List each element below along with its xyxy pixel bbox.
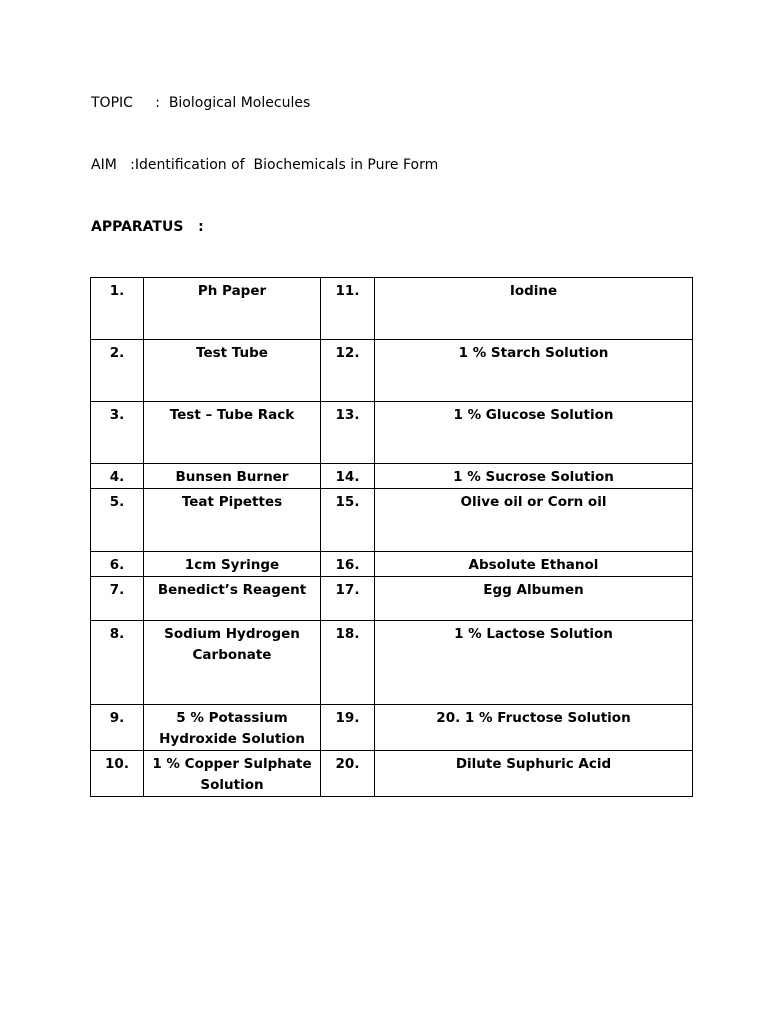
item-cell: 1cm Syringe bbox=[144, 552, 321, 577]
number-cell: 20. bbox=[321, 751, 375, 797]
table-row bbox=[91, 402, 693, 464]
item-cell: 5 % Potassium Hydroxide Solution bbox=[144, 705, 321, 751]
item-cell: 1 % Lactose Solution bbox=[375, 621, 693, 705]
aim-value: Identification of Biochemicals in Pure Form bbox=[134, 157, 439, 173]
item-cell: Teat Pipettes bbox=[144, 489, 321, 552]
item-cell: Test Tube bbox=[144, 340, 321, 402]
aim-line bbox=[91, 157, 438, 173]
item-cell: 1 % Copper Sulphate Solution bbox=[144, 751, 321, 797]
number-cell: 6. bbox=[91, 552, 144, 577]
number-cell: 8. bbox=[91, 621, 144, 705]
apparatus-label: APPARATUS bbox=[91, 219, 184, 235]
item-cell: Absolute Ethanol bbox=[375, 552, 693, 577]
item-cell: 1 % Sucrose Solution bbox=[375, 464, 693, 489]
number-cell: 9. bbox=[91, 705, 144, 751]
table-row bbox=[91, 705, 693, 751]
number-cell: 17. bbox=[321, 577, 375, 621]
number-cell: 1. bbox=[91, 278, 144, 340]
topic-label: TOPIC bbox=[91, 95, 133, 111]
number-cell: 10. bbox=[91, 751, 144, 797]
item-cell: 20. 1 % Fructose Solution bbox=[375, 705, 693, 751]
number-cell: 18. bbox=[321, 621, 375, 705]
number-cell: 15. bbox=[321, 489, 375, 552]
aim-separator: : bbox=[130, 157, 135, 173]
number-cell: 13. bbox=[321, 402, 375, 464]
table-row bbox=[91, 489, 693, 552]
item-cell: Ph Paper bbox=[144, 278, 321, 340]
topic-value: Biological Molecules bbox=[168, 95, 311, 111]
number-cell: 16. bbox=[321, 552, 375, 577]
table-row bbox=[91, 464, 693, 489]
item-cell: Sodium Hydrogen Carbonate bbox=[144, 621, 321, 705]
item-cell: Bunsen Burner bbox=[144, 464, 321, 489]
number-cell: 19. bbox=[321, 705, 375, 751]
apparatus-heading bbox=[91, 219, 204, 235]
item-cell: Iodine bbox=[375, 278, 693, 340]
item-cell: Olive oil or Corn oil bbox=[375, 489, 693, 552]
number-cell: 14. bbox=[321, 464, 375, 489]
item-cell: Test – Tube Rack bbox=[144, 402, 321, 464]
item-cell: Dilute Suphuric Acid bbox=[375, 751, 693, 797]
number-cell: 2. bbox=[91, 340, 144, 402]
aim-label: AIM bbox=[91, 157, 117, 173]
apparatus-table bbox=[90, 277, 693, 797]
number-cell: 12. bbox=[321, 340, 375, 402]
table-row bbox=[91, 751, 693, 797]
table-row bbox=[91, 552, 693, 577]
table-row bbox=[91, 278, 693, 340]
table-row bbox=[91, 577, 693, 621]
number-cell: 11. bbox=[321, 278, 375, 340]
item-cell: Egg Albumen bbox=[375, 577, 693, 621]
item-cell: 1 % Glucose Solution bbox=[375, 402, 693, 464]
item-cell: 1 % Starch Solution bbox=[375, 340, 693, 402]
number-cell: 4. bbox=[91, 464, 144, 489]
item-cell: Benedict’s Reagent bbox=[144, 577, 321, 621]
topic-line bbox=[91, 95, 310, 111]
number-cell: 7. bbox=[91, 577, 144, 621]
topic-separator: : bbox=[155, 95, 160, 111]
number-cell: 5. bbox=[91, 489, 144, 552]
table-row bbox=[91, 621, 693, 705]
number-cell: 3. bbox=[91, 402, 144, 464]
table-row bbox=[91, 340, 693, 402]
apparatus-separator: : bbox=[198, 219, 204, 235]
